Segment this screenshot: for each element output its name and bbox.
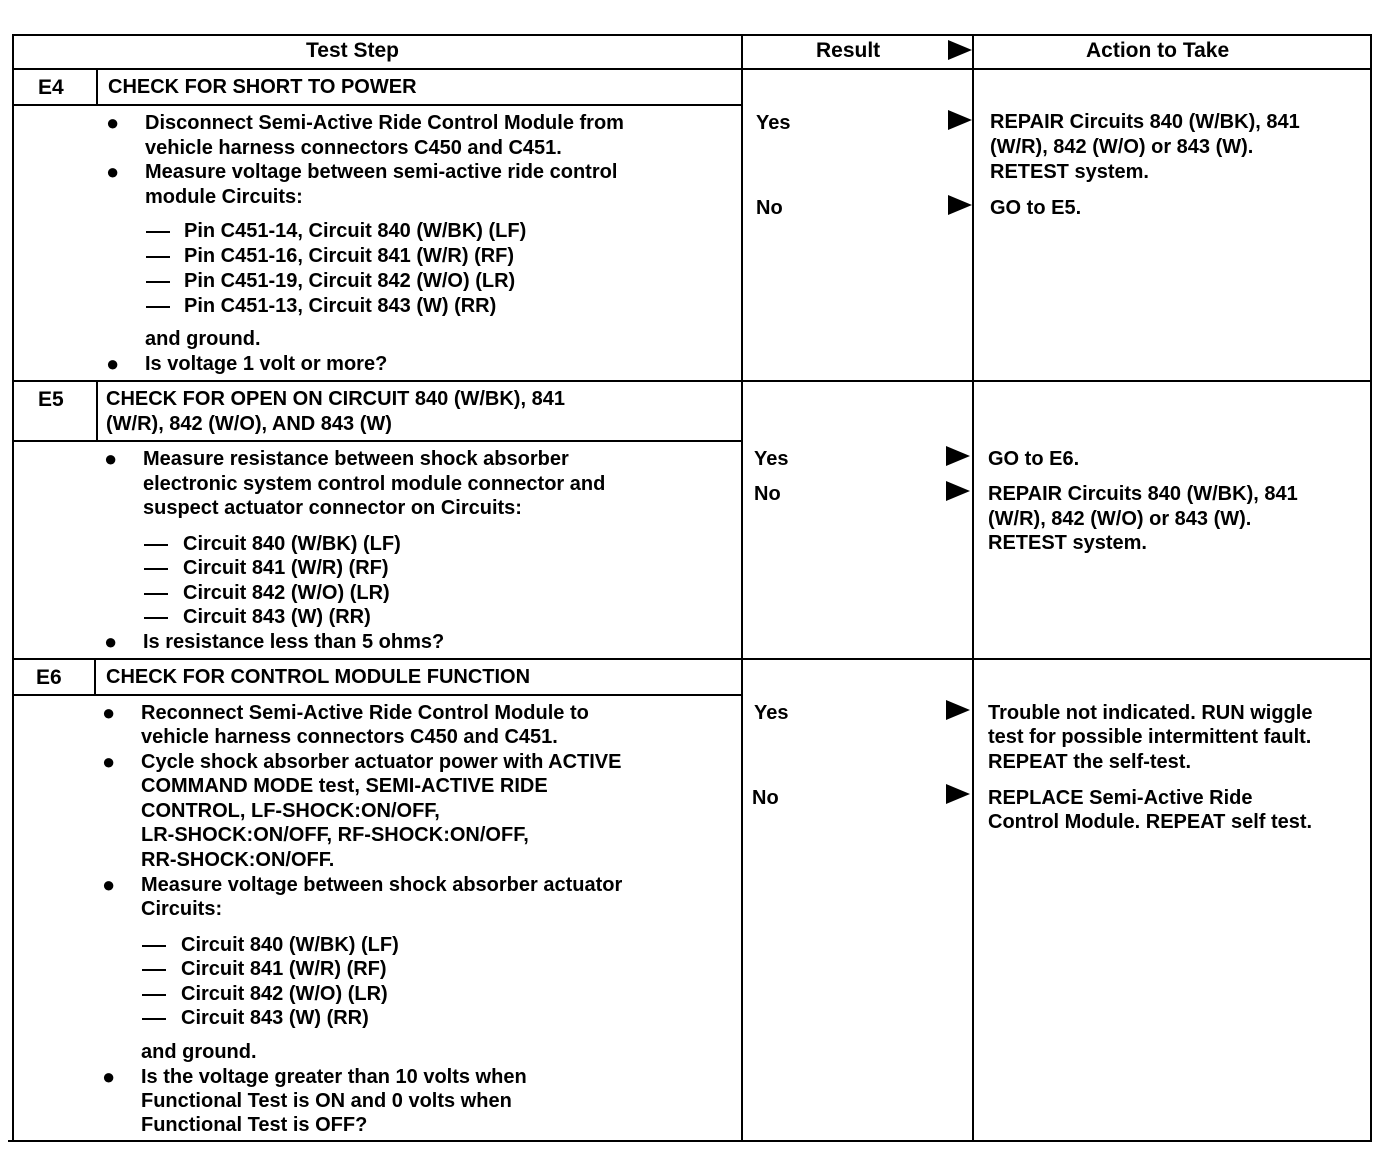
e5-line-2: electronic system control module connector and: [143, 473, 606, 495]
step-title-e5-line-2: (W/R), 842 (W/O), AND 843 (W): [106, 413, 392, 435]
table-bottom-border: [8, 1140, 1370, 1142]
dash-icon: [144, 568, 168, 570]
result-arrow-icon: [946, 481, 970, 501]
e6-item-2: Circuit 841 (W/R) (RF): [181, 958, 387, 980]
e5-question: Is resistance less than 5 ohms?: [143, 631, 445, 653]
e6-action-yes-2: test for possible intermittent fault.: [988, 726, 1312, 748]
e5-title-underline: [12, 440, 741, 442]
e5-result-no: No: [754, 483, 781, 505]
e5-item-2: Circuit 841 (W/R) (RF): [183, 557, 389, 579]
dash-icon: [146, 256, 170, 258]
e5-action-no-2: (W/R), 842 (W/O) or 843 (W).: [988, 508, 1252, 530]
e4-action-yes-1: REPAIR Circuits 840 (W/BK), 841: [990, 111, 1300, 133]
e6-question-1: Is the voltage greater than 10 volts when: [141, 1066, 527, 1088]
e5-item-1: Circuit 840 (W/BK) (LF): [183, 533, 401, 555]
e5-item-4: Circuit 843 (W) (RR): [183, 606, 371, 628]
e6-item-3: Circuit 842 (W/O) (LR): [181, 983, 388, 1005]
e6-result-no: No: [752, 787, 779, 809]
result-arrow-icon: [948, 195, 972, 215]
e6-line-1: Reconnect Semi-Active Ride Control Module to: [141, 702, 589, 724]
e6-title-underline: [12, 694, 741, 696]
result-arrow-icon: [946, 784, 970, 804]
e5-result-yes: Yes: [754, 448, 789, 470]
step-title-e4: CHECK FOR SHORT TO POWER: [108, 76, 417, 98]
e4-tail: and ground.: [145, 328, 261, 350]
e6-tail: and ground.: [141, 1041, 257, 1063]
e4-item-2: Pin C451-16, Circuit 841 (W/R) (RF): [184, 245, 515, 267]
e6-action-yes-1: Trouble not indicated. RUN wiggle: [988, 702, 1313, 724]
dash-icon: [144, 617, 168, 619]
dash-icon: [144, 593, 168, 595]
e4-action-yes-2: (W/R), 842 (W/O) or 843 (W).: [990, 136, 1254, 158]
header-result: Result: [816, 39, 881, 62]
result-arrow-icon: [948, 110, 972, 130]
dash-icon: [144, 544, 168, 546]
e6-item-1: Circuit 840 (W/BK) (LF): [181, 934, 399, 956]
bullet-icon: ●: [106, 110, 120, 135]
header-bottom-border: [12, 68, 1372, 70]
e6-line-7: RR-SHOCK:ON/OFF.: [141, 849, 335, 871]
e6-question-2: Functional Test is ON and 0 volts when: [141, 1090, 512, 1112]
e4-line-2: vehicle harness connectors C450 and C451.: [145, 137, 562, 159]
e6-result-yes: Yes: [754, 702, 789, 724]
bullet-icon: ●: [104, 629, 118, 654]
e6-item-4: Circuit 843 (W) (RR): [181, 1007, 369, 1029]
bullet-icon: ●: [102, 749, 116, 774]
table-right-border: [1370, 34, 1372, 1142]
e6-line-6: LR-SHOCK:ON/OFF, RF-SHOCK:ON/OFF,: [141, 824, 529, 846]
dash-icon: [142, 945, 166, 947]
e4-item-4: Pin C451-13, Circuit 843 (W) (RR): [184, 295, 497, 317]
e6-top-border: [12, 658, 1372, 660]
result-arrow-icon: [946, 700, 970, 720]
e5-action-no-1: REPAIR Circuits 840 (W/BK), 841: [988, 483, 1298, 505]
header-action: Action to Take: [1086, 39, 1230, 62]
e6-line-9: Circuits:: [141, 898, 223, 920]
e6-question-3: Functional Test is OFF?: [141, 1114, 368, 1136]
dash-icon: [142, 1018, 166, 1020]
e6-action-yes-3: REPEAT the self-test.: [988, 751, 1191, 773]
step-title-e5-line-1: CHECK FOR OPEN ON CIRCUIT 840 (W/BK), 841: [106, 388, 565, 410]
e6-line-5: CONTROL, LF-SHOCK:ON/OFF,: [141, 800, 440, 822]
bullet-icon: ●: [104, 446, 118, 471]
e4-result-yes: Yes: [756, 112, 791, 134]
e4-item-1: Pin C451-14, Circuit 840 (W/BK) (LF): [184, 220, 527, 242]
e5-item-3: Circuit 842 (W/O) (LR): [183, 582, 390, 604]
result-arrow-icon: [946, 446, 970, 466]
e4-line-1: Disconnect Semi-Active Ride Control Module from: [145, 112, 624, 134]
e6-line-2: vehicle harness connectors C450 and C451.: [141, 726, 558, 748]
e5-line-3: suspect actuator connector on Circuits:: [143, 497, 522, 519]
bullet-icon: ●: [106, 159, 120, 184]
e4-line-3: Measure voltage between semi-active ride control: [145, 161, 618, 183]
e4-action-yes-3: RETEST system.: [990, 161, 1149, 183]
e6-action-no-2: Control Module. REPEAT self test.: [988, 811, 1313, 833]
e6-line-8: Measure voltage between shock absorber actuator: [141, 874, 623, 896]
e5-id-divider: [96, 380, 98, 442]
e5-line-1: Measure resistance between shock absorber: [143, 448, 569, 470]
e4-id-divider: [96, 68, 98, 106]
dash-icon: [146, 306, 170, 308]
dash-icon: [142, 994, 166, 996]
e4-line-4: module Circuits:: [145, 186, 303, 208]
e5-action-yes: GO to E6.: [988, 448, 1080, 470]
table-left-border: [12, 34, 14, 1142]
step-title-e6: CHECK FOR CONTROL MODULE FUNCTION: [106, 666, 531, 688]
e6-line-4: COMMAND MODE test, SEMI-ACTIVE RIDE: [141, 775, 548, 797]
e6-id-divider: [94, 658, 96, 696]
e6-line-3: Cycle shock absorber actuator power with ACTIVE: [141, 751, 622, 773]
e4-action-no: GO to E5.: [990, 197, 1082, 219]
dash-icon: [146, 231, 170, 233]
result-column-left-border: [741, 34, 743, 1142]
dash-icon: [146, 281, 170, 283]
e4-question: Is voltage 1 volt or more?: [145, 353, 388, 375]
e6-action-no-1: REPLACE Semi-Active Ride: [988, 787, 1253, 809]
bullet-icon: ●: [106, 351, 120, 376]
header-arrow-icon: [948, 40, 972, 60]
header-test-step: Test Step: [306, 39, 399, 62]
bullet-icon: ●: [102, 700, 116, 725]
bullet-icon: ●: [102, 872, 116, 897]
action-column-left-border: [972, 34, 974, 1142]
e5-action-no-3: RETEST system.: [988, 532, 1147, 554]
e4-item-3: Pin C451-19, Circuit 842 (W/O) (LR): [184, 270, 516, 292]
e4-result-no: No: [756, 197, 783, 219]
e5-top-border: [12, 380, 1372, 382]
bullet-icon: ●: [102, 1064, 116, 1089]
table-top-border: [12, 34, 1372, 36]
step-id-e4: E4: [38, 76, 64, 99]
step-id-e5: E5: [38, 388, 64, 411]
step-id-e6: E6: [36, 666, 62, 689]
dash-icon: [142, 969, 166, 971]
e4-title-underline: [12, 104, 741, 106]
